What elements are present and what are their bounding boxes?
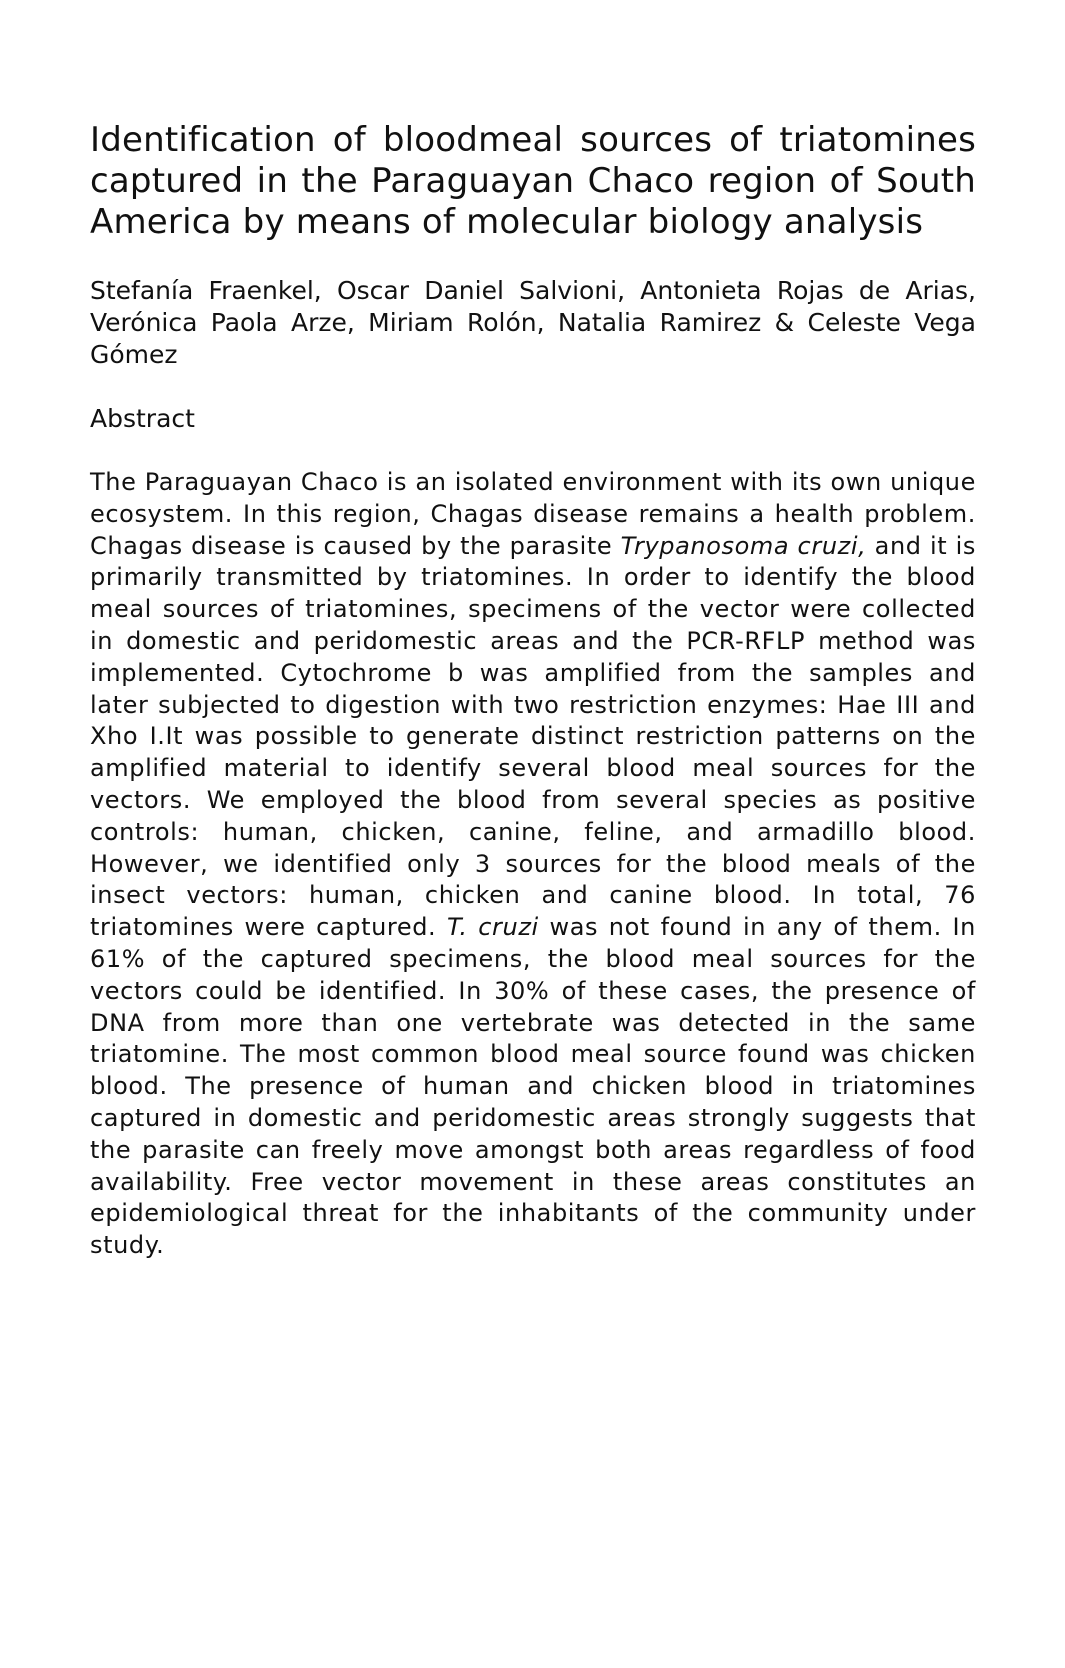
abstract-body [90, 467, 976, 1262]
paper-title: Identification of bloodmeal sources of triatomines captured in the Paraguayan Chaco region of South America by means of molecular biology analysis [90, 120, 976, 242]
abstract-text-part-3: was not found in any of them. In 61% of the captured specimens, the blood meal sources for the vectors could be identified. In 30% of these cases, the presence of DNA from more than one vertebrate was detected in the same triatomine. The most common blood meal source found was chicken blood. The presence of human and chicken blood in triatomines captured in domestic and peridomestic areas strongly suggests that the parasite can freely move amongst both areas regardless of food availability. Free vector movement in these areas constitutes an epidemiological threat for the inhabitants of the community under study. [90, 913, 976, 1260]
abstract-species-name: Trypanosoma cruzi, [620, 531, 867, 560]
abstract-heading: Abstract [90, 404, 195, 433]
abstract-text-part-1: The Paraguayan Chaco is an isolated environment with its own unique ecosystem. In this region, Chagas disease remains a health problem. Chagas disease is caused by the parasite [90, 468, 976, 560]
abstract-text-part-2: and it is primarily transmitted by triatomines. In order to identify the blood meal sources of triatomines, specimens of the vector were collected in domestic and peridomestic areas and the PCR-RFLP method was implemented. Cytochrome b was amplified from the samples and later subjected to digestion with two restriction enzymes: Hae III and Xho I.It was possible to generate distinct restriction patterns on the amplified material to identify several blood meal sources for the vectors. We employed the blood from several species as positive controls: human, chicken, canine, feline, and armadillo blood. However, we identified only 3 sources for the blood meals of the insect vectors: human, chicken and canine blood. In total, 76 triatomines were captured. [90, 531, 976, 942]
paper-page [90, 120, 976, 1262]
abstract-species-abbrev: T. cruzi [446, 913, 539, 942]
author-list: Stefanía Fraenkel, Oscar Daniel Salvioni, Antonieta Rojas de Arias, Verónica Paola Arze, Miriam Rolón, Natalia Ramirez & Celeste Vega Gómez [90, 276, 976, 369]
